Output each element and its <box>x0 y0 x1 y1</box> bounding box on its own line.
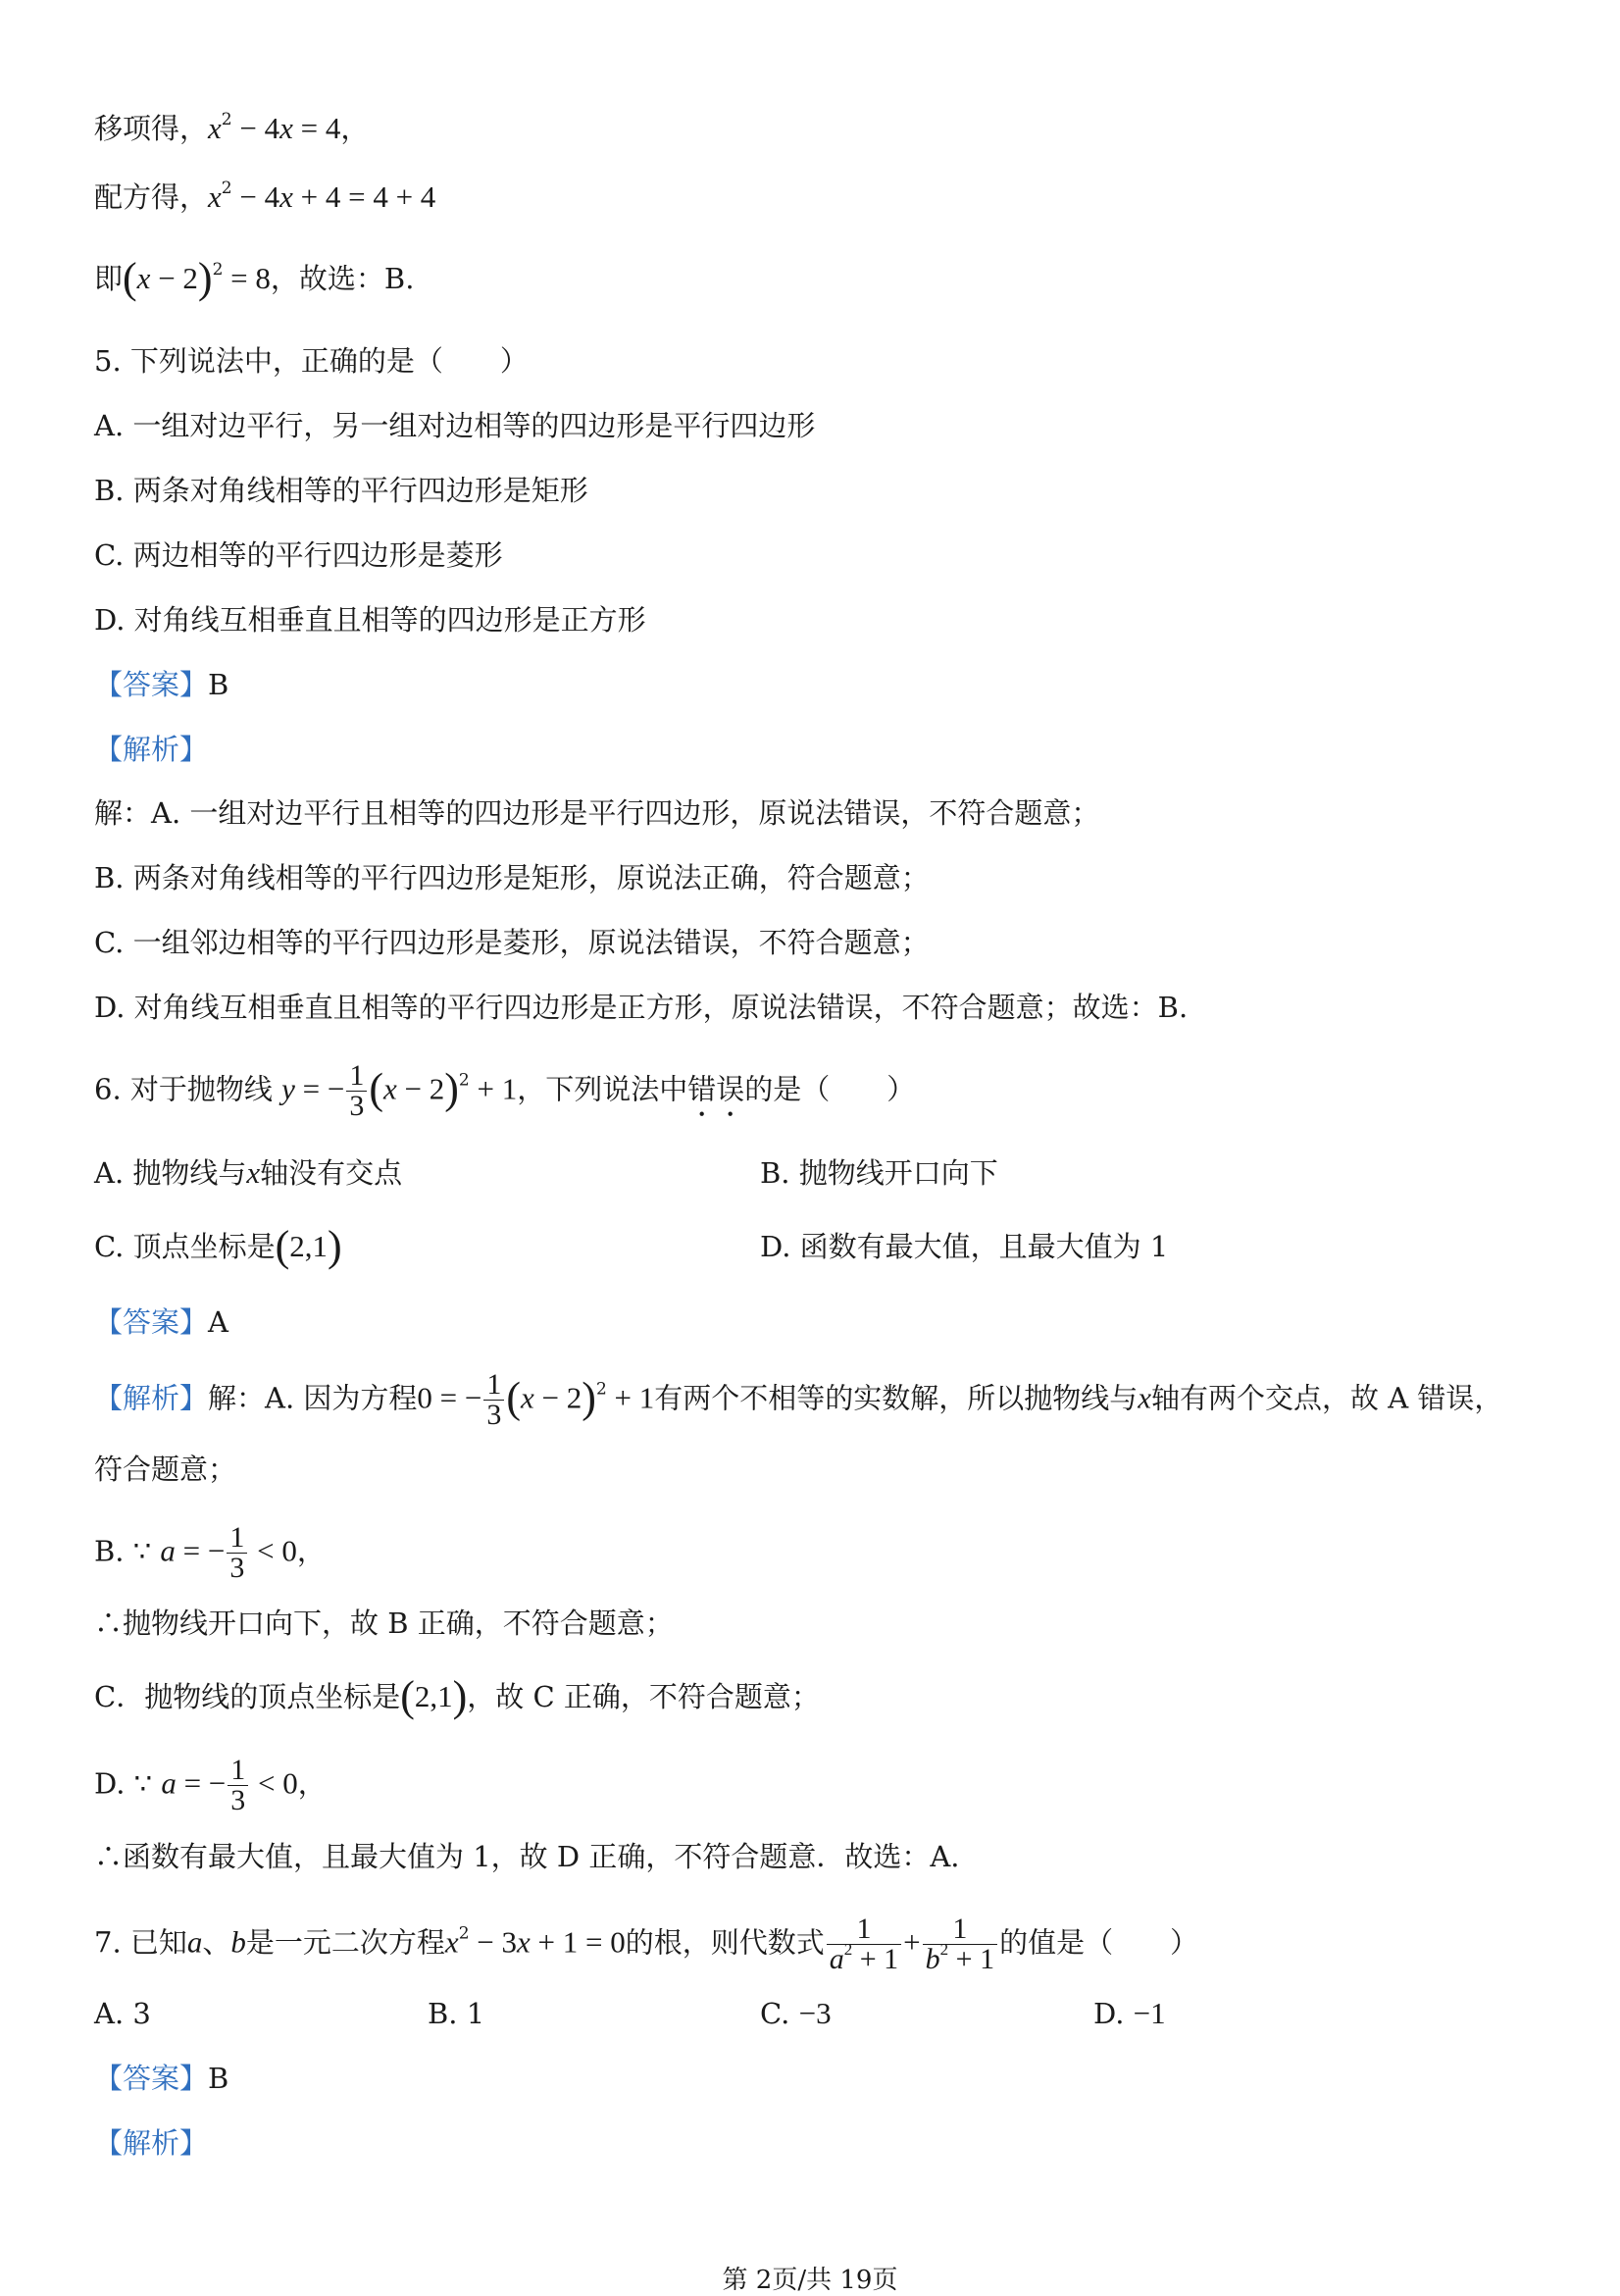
q5-solution-d: D. 对角线互相垂直且相等的平行四边形是正方形，原说法错误，不符合题意；故选：B. <box>94 991 1189 1024</box>
q7-option-a: A. 3 <box>94 1997 151 2030</box>
fraction: $\frac{1}{3}$ <box>346 1061 367 1121</box>
q5-solution-a: 解：A. 一组对边平行且相等的四边形是平行四边形，原说法错误，不符合题意； <box>94 796 1100 830</box>
step-complete-square: 配方得，$x^2 - 4x + 4 = 4 + 4$ <box>94 179 436 214</box>
q5-stem: 5. 下列说法中，正确的是（ ） <box>94 344 529 378</box>
q6-option-b: B. 抛物线开口向下 <box>760 1156 998 1190</box>
fraction-a: $\frac{1}{a^2 + 1}$ <box>827 1914 901 1974</box>
q5-option-b: B. 两条对角线相等的平行四边形是矩形 <box>94 474 588 507</box>
q5-solution-b: B. 两条对角线相等的平行四边形是矩形，原说法正确，符合题意； <box>94 861 930 894</box>
q7-option-b: B. 1 <box>428 1997 485 2030</box>
step-result: 即$(x - 2)^2 = 8$，故选：B. <box>94 254 415 302</box>
emphasis-wrong: 错误 <box>687 1072 745 1106</box>
answer-tag: 【答案】 <box>94 668 209 701</box>
q5-analysis-tag: 【解析】 <box>94 733 209 766</box>
q6-solution-a: 【解析】解：A. 因为方程0 = − $\frac{1}{3}$ $(x - 2)^2 + 1$有两个不相等的实数解，所以抛物线与x轴有两个交点，故 A 错误， <box>94 1368 1503 1431</box>
q6-option-d: D. 函数有最大值，且最大值为 1 <box>760 1230 1169 1263</box>
q7-stem: 7. 已知a、b是一元二次方程$x^2 - 3x + 1 = 0$的根，则代数式 $\frac{1}{a^2 + 1}$ + $\frac{1}{b^2 + 1}$ 的值是（ ） <box>94 1913 1199 1975</box>
q5-option-a: A. 一组对边平行，另一组对边相等的四边形是平行四边形 <box>94 409 816 442</box>
q6-solution-a-cont: 符合题意； <box>94 1453 237 1486</box>
q6-solution-b: B. ∵ a = − $\frac{1}{3}$ < 0， <box>94 1521 326 1584</box>
q7-analysis-tag: 【解析】 <box>94 2126 209 2160</box>
q5-option-d: D. 对角线互相垂直且相等的四边形是正方形 <box>94 603 646 637</box>
q6-solution-c: C．抛物线的顶点坐标是(2,1)，故 C 正确，不符合题意； <box>94 1672 820 1720</box>
q6-solution-b-conclusion: ∴抛物线开口向下，故 B 正确，不符合题意； <box>94 1607 674 1640</box>
page-footer: 第 2页/共 19页 <box>722 2266 898 2295</box>
q5-solution-c: C. 一组邻边相等的平行四边形是菱形，原说法错误，不符合题意； <box>94 926 930 959</box>
q6-answer: 【答案】A <box>94 1305 228 1339</box>
q6-stem: 6. 对于抛物线 y = − $\frac{1}{3}$ $(x - 2)^2 + 1$，下列说法中错误的是（ ） <box>94 1059 916 1122</box>
q6-solution-d-conclusion: ∴函数有最大值，且最大值为 1，故 D 正确，不符合题意．故选：A. <box>94 1840 960 1873</box>
q6-solution-d: D. ∵ a = − $\frac{1}{3}$ < 0， <box>94 1754 327 1816</box>
fraction-b: $\frac{1}{b^2 + 1}$ <box>923 1914 997 1974</box>
q6-option-c: C. 顶点坐标是(2,1) <box>94 1222 342 1270</box>
q7-option-d: D. −1 <box>1093 1996 1166 2030</box>
q5-answer: 【答案】B <box>94 668 229 701</box>
step-transpose: 移项得，$x^2 - 4x = 4$， <box>94 110 370 145</box>
q5-option-c: C. 两边相等的平行四边形是菱形 <box>94 538 503 572</box>
q6-option-a: A. 抛物线与x轴没有交点 <box>94 1155 403 1190</box>
q7-option-c: C. −3 <box>760 1996 832 2030</box>
q7-answer: 【答案】B <box>94 2062 229 2095</box>
